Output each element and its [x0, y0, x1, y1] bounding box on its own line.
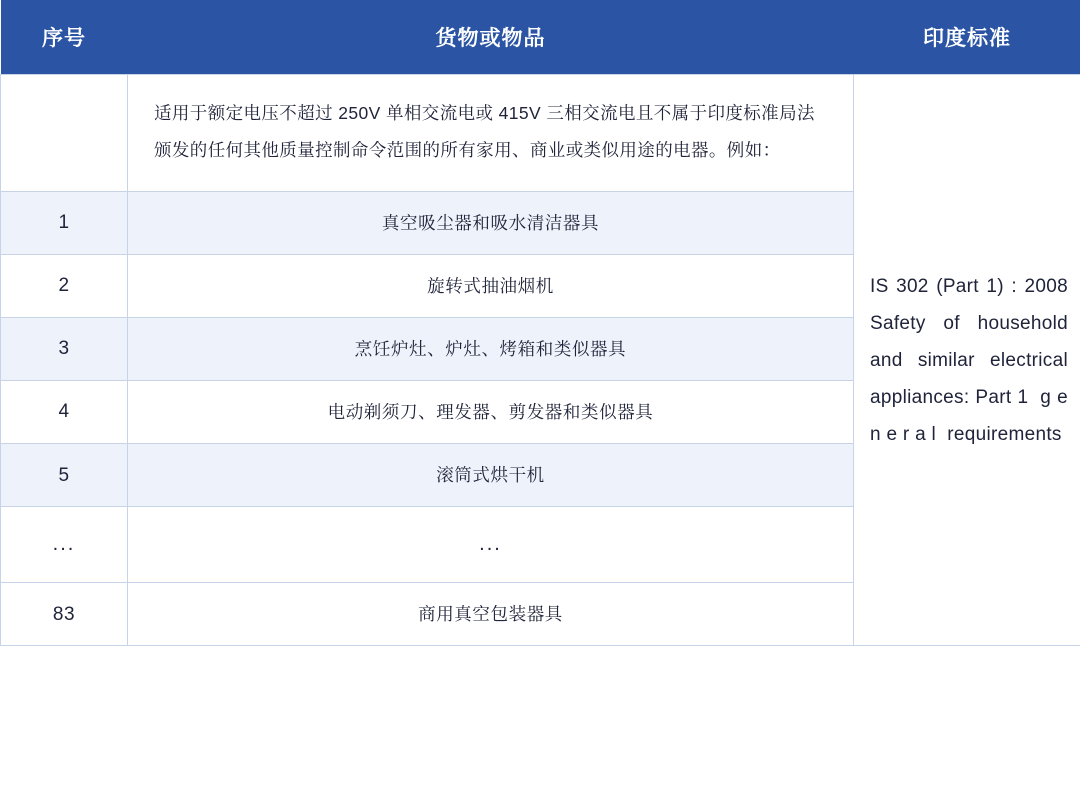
table-row [1, 75, 1080, 192]
cell-goods: 烹饪炉灶、炉灶、烤箱和类似器具 [128, 317, 854, 380]
cell-serial: 1 [1, 191, 128, 254]
cell-goods: ... [128, 507, 854, 583]
cell-goods: 滚筒式烘干机 [128, 444, 854, 507]
cell-serial: 2 [1, 254, 128, 317]
cell-serial: 3 [1, 317, 128, 380]
cell-serial: 83 [1, 583, 128, 646]
cell-goods: 电动剃须刀、理发器、剪发器和类似器具 [128, 380, 854, 443]
column-header-serial: 序号 [1, 0, 128, 75]
cell-serial: 4 [1, 380, 128, 443]
column-header-goods: 货物或物品 [128, 0, 854, 75]
cell-goods: 旋转式抽油烟机 [128, 254, 854, 317]
cell-goods-description: 适用于额定电压不超过 250V 单相交流电或 415V 三相交流电且不属于印度标准局法颁发的任何其他质量控制命令范围的所有家用、商业或类似用途的电器。例如： [128, 75, 854, 192]
cell-serial: ... [1, 507, 128, 583]
cell-serial [1, 75, 128, 192]
cell-standard [854, 75, 1080, 646]
cell-goods: 商用真空包装器具 [128, 583, 854, 646]
table-header-row [1, 0, 1080, 75]
table-header [1, 0, 1080, 75]
table-body [1, 75, 1080, 646]
cell-serial: 5 [1, 444, 128, 507]
standard-text: IS 302 (Part 1) : 2008 Safety of household and similar electrical appliances: Part 1 g e n e r a l requirements [870, 275, 1074, 445]
cell-goods: 真空吸尘器和吸水清洁器具 [128, 191, 854, 254]
column-header-standard: 印度标准 [854, 0, 1080, 75]
